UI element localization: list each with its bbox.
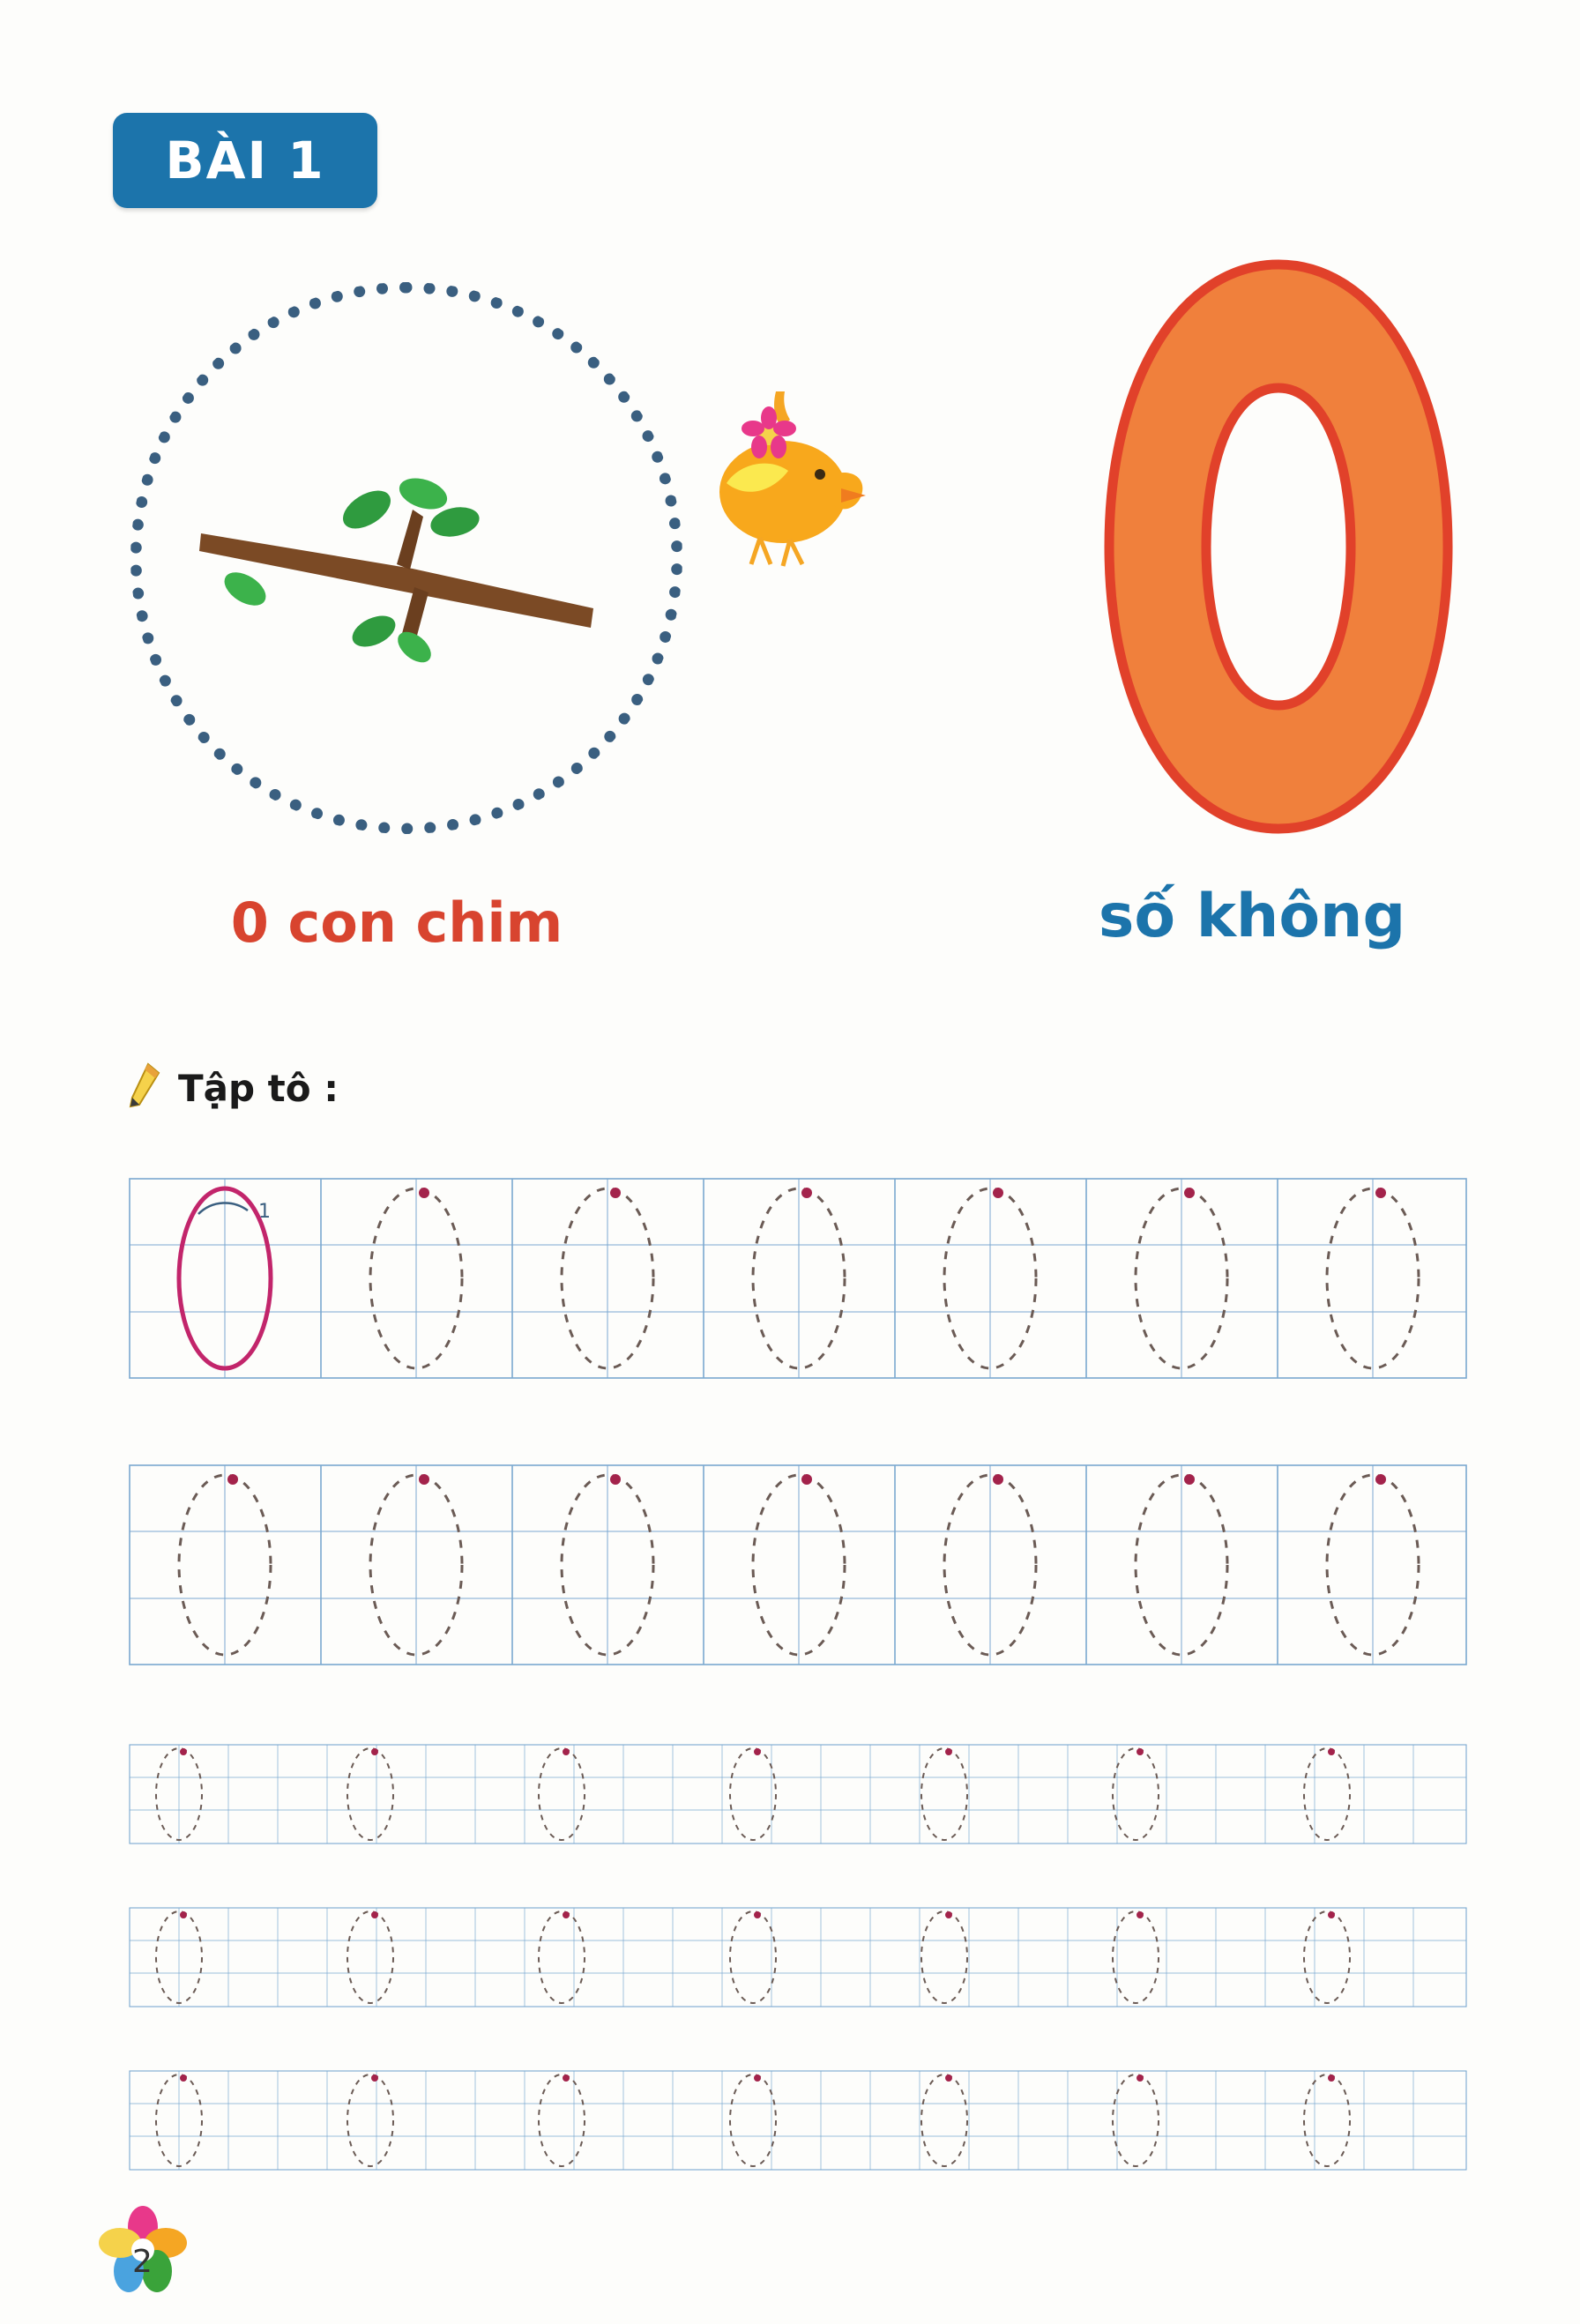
- svg-text:1: 1: [258, 1201, 271, 1223]
- practice-header: [123, 1062, 339, 1114]
- practice-label: Tập tô :: [178, 1066, 339, 1110]
- flower-icon: [88, 2204, 247, 2301]
- caption-left: 0 con chim: [230, 890, 563, 955]
- pencil-icon: [123, 1062, 164, 1114]
- practice-row-5[interactable]: [128, 2067, 1468, 2178]
- practice-row-1[interactable]: [128, 1177, 1468, 1380]
- practice-row-3[interactable]: [128, 1741, 1468, 1851]
- page-number: 2: [132, 2244, 153, 2280]
- bird-illustration: [677, 379, 880, 573]
- illustration-circle-zone: [113, 264, 677, 846]
- practice-row-4[interactable]: [128, 1904, 1468, 2015]
- big-number-zero: [1102, 256, 1455, 838]
- practice-row-2[interactable]: [128, 1464, 1468, 1666]
- branch-illustration: [192, 458, 607, 679]
- caption-right: số không: [1098, 882, 1406, 951]
- lesson-badge: [113, 113, 377, 208]
- lesson-badge-label: BÀI 1: [165, 130, 325, 190]
